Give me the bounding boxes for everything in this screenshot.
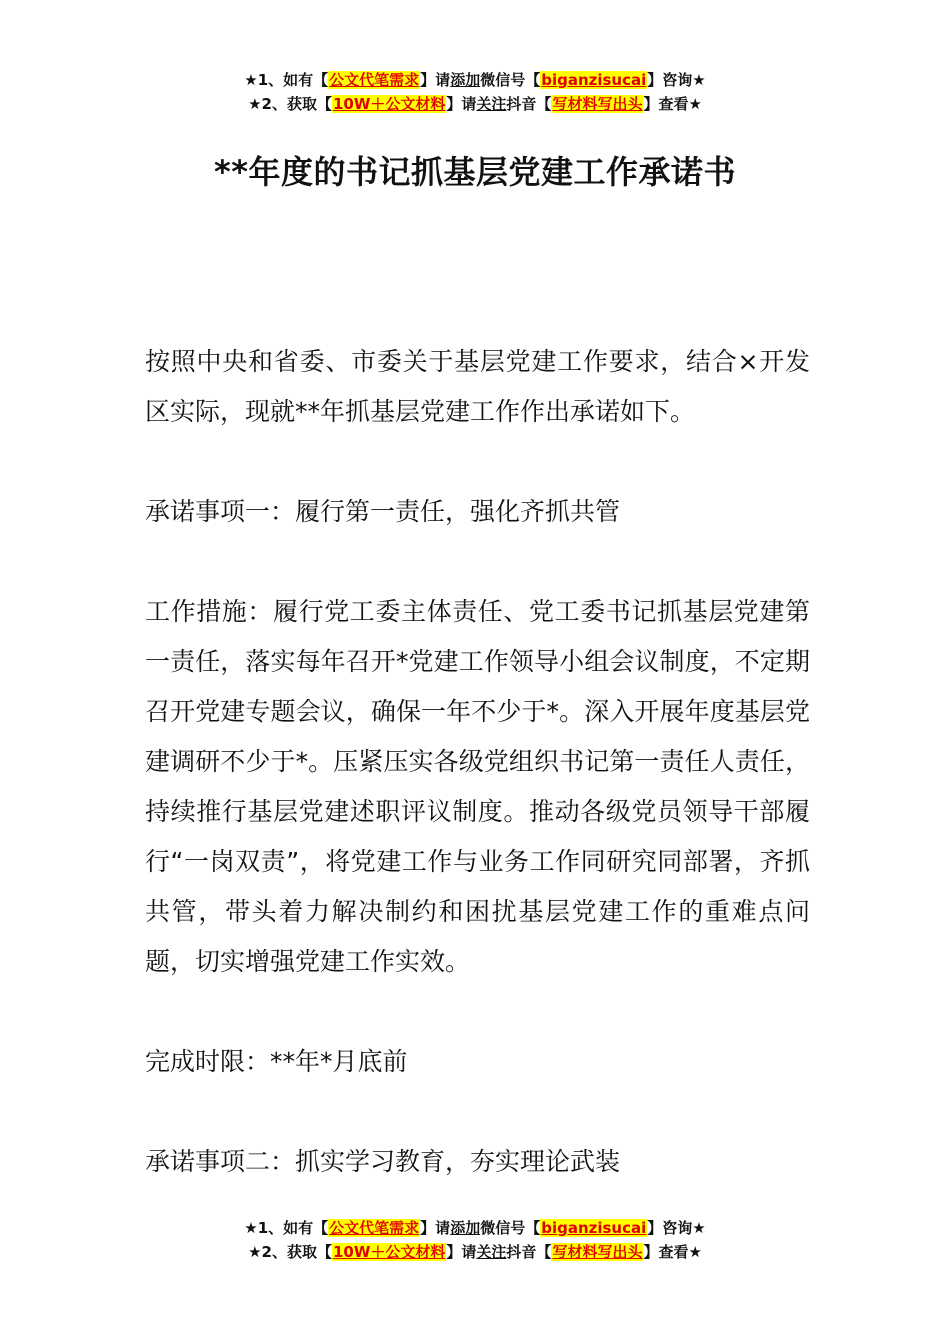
highlight-service: 公文代笔需求 (329, 1219, 420, 1237)
banner-line-1: ★1、如有【公文代笔需求】请添加微信号【biganzisucai】咨询★ (244, 71, 706, 89)
star-icon: ★ (244, 71, 258, 89)
footer-banner (0, 1216, 950, 1264)
banner-line-1: ★1、如有【公文代笔需求】请添加微信号【biganzisucai】咨询★ (244, 1219, 706, 1237)
intro-paragraph: 按照中央和省委、市委关于基层党建工作要求，结合×开发区实际，现就**年抓基层党建工作作出承诺如下。 (145, 347, 810, 426)
star-icon: ★ (248, 95, 262, 113)
highlight-douyin-id: 写材料写出头 (552, 95, 643, 113)
commitment-item-1-heading: 承诺事项一：履行第一责任，强化齐抓共管 (145, 497, 621, 526)
highlight-douyin-id: 写材料写出头 (552, 1243, 643, 1261)
star-icon: ★ (244, 1219, 258, 1237)
highlight-wechat-id: biganzisucai (541, 71, 647, 89)
banner-line-2: ★2、获取【10W＋公文材料】请关注抖音【写材料写出头】查看★ (248, 1243, 702, 1261)
commitment-item-2-heading: 承诺事项二：抓实学习教育，夯实理论武装 (145, 1147, 621, 1176)
document-title: **年度的书记抓基层党建工作承诺书 (214, 153, 736, 191)
highlight-wechat-id: biganzisucai (541, 1219, 647, 1237)
deadline-paragraph: 完成时限：**年*月底前 (145, 1047, 408, 1076)
work-measures-paragraph: 工作措施：履行党工委主体责任、党工委书记抓基层党建第一责任，落实每年召开*党建工作领导小组会议制度，不定期召开党建专题会议，确保一年不少于*。深入开展年度基层党建调研不少于*。压紧压实各级党组织书记第一责任人责任，持续推行基层党建述职评议制度。推动各级党员领导干部履行“一岗双责”，将党建工作与业务工作同研究同部署，齐抓共管，带头着力解决制约和困扰基层党建工作的重难点问题，切实增强党建工作实效。 (145, 597, 810, 976)
star-icon: ★ (248, 1243, 262, 1261)
highlight-service: 公文代笔需求 (329, 71, 420, 89)
highlight-materials: 10W＋公文材料 (332, 95, 446, 113)
highlight-materials: 10W＋公文材料 (332, 1243, 446, 1261)
header-banner (0, 68, 950, 116)
banner-line-2: ★2、获取【10W＋公文材料】请关注抖音【写材料写出头】查看★ (248, 95, 702, 113)
document-body (145, 337, 810, 1237)
